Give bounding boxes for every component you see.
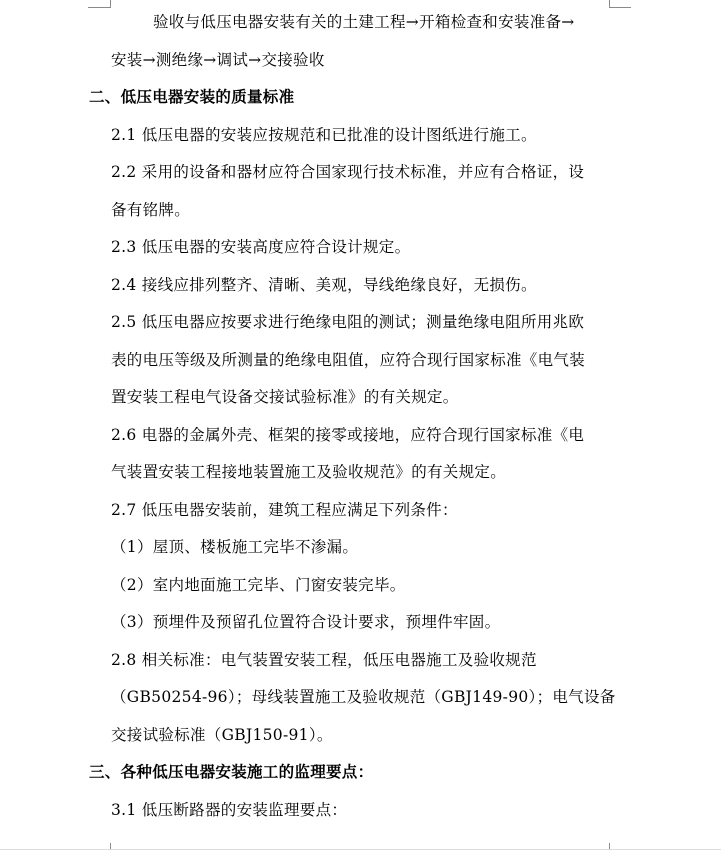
list-item: （2）室内地面施工完毕、门窗安装完毕。 (111, 576, 406, 594)
text-line: 2.6 电器的金属外壳、框架的接零或接地，应符合现行国家标准《电 (111, 426, 585, 444)
section-heading: 三、各种低压电器安装施工的监理要点： (89, 762, 374, 781)
text-line: 2.8 相关标准：电气装置安装工程，低压电器施工及验收规范 (111, 651, 537, 669)
text-line: （GB50254-96）；母线装置施工及验收规范（GBJ149-90）；电气设备 (111, 688, 616, 706)
text-line: 备有铭牌。 (111, 201, 191, 219)
text-line: 3.1 低压断路器的安装监理要点： (111, 801, 348, 819)
text-line: 气装置安装工程接地装置施工及验收规范》的有关规定。 (111, 463, 507, 481)
text-line: 2.2 采用的设备和器材应符合国家现行技术标准，并应有合格证，设 (111, 163, 585, 181)
text-line: 2.1 低压电器的安装应按规范和已批准的设计图纸进行施工。 (111, 126, 537, 144)
text-line: 表的电压等级及所测量的绝缘电阻值，应符合现行国家标准《电气装 (111, 351, 586, 369)
corner-mark-top-left-vertical (110, 0, 111, 8)
text-line: 验收与低压电器安装有关的土建工程→开箱检查和安装准备→ (153, 13, 575, 31)
section-heading: 二、低压电器安装的质量标准 (89, 87, 295, 106)
text-line: 2.4 接线应排列整齐、清晰、美观，导线绝缘良好，无损伤。 (111, 276, 537, 294)
corner-mark-top-left-horizontal (88, 7, 110, 8)
text-line: 2.7 低压电器安装前，建筑工程应满足下列条件： (111, 501, 458, 519)
list-item: （1）屋顶、楼板施工完毕不渗漏。 (111, 538, 359, 556)
text-line: 安装→测绝缘→调试→交接验收 (111, 51, 325, 69)
text-line: 2.3 低压电器的安装高度应符合设计规定。 (111, 238, 411, 256)
text-line: 置安装工程电气设备交接试验标准》的有关规定。 (111, 388, 459, 406)
corner-mark-top-right-horizontal (609, 7, 631, 8)
text-line: 2.5 低压电器应按要求进行绝缘电阻的测试；测量绝缘电阻所用兆欧 (111, 313, 585, 331)
list-item: （3）预埋件及预留孔位置符合设计要求，预埋件牢固。 (111, 613, 501, 631)
text-line: 交接试验标准（GBJ150-91）。 (111, 726, 333, 744)
